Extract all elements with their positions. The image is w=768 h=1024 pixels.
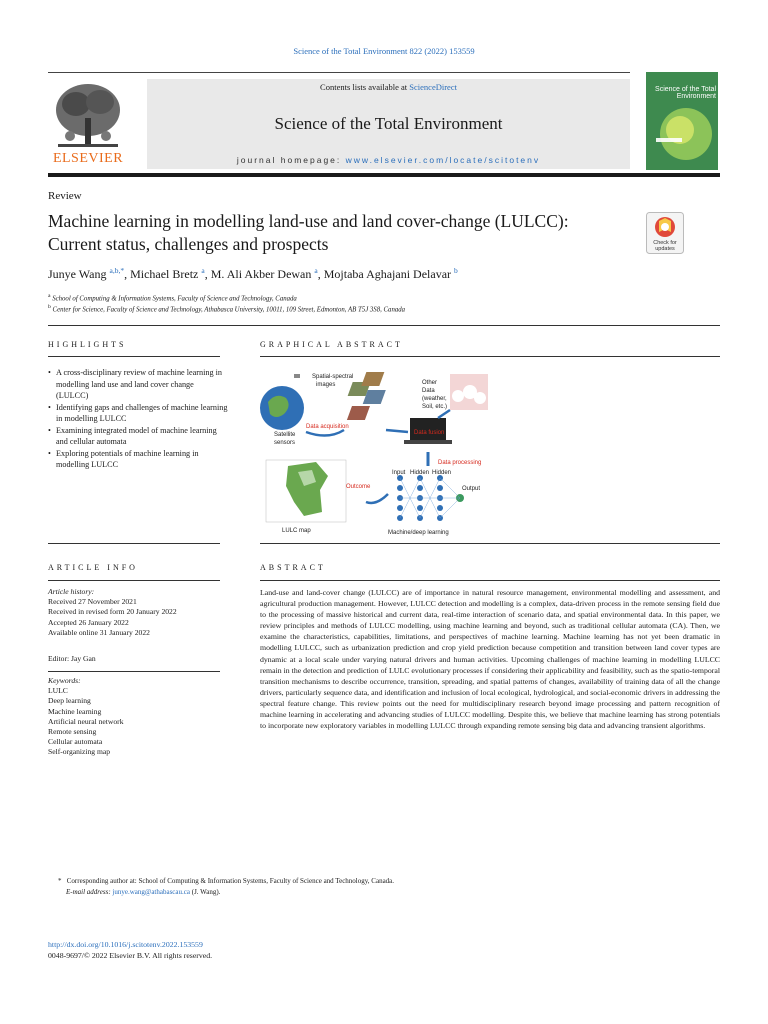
highlight-item: • A cross-disciplinary review of machine learning in modelling land use and land cover change (LULCC) [48, 367, 228, 402]
keyword: Machine learning [48, 706, 102, 716]
neural-network-icon [397, 475, 464, 521]
highlights-heading: HIGHLIGHTS [48, 340, 127, 349]
email-label: E-mail address: [66, 888, 111, 896]
lulc-map-icon [266, 460, 346, 522]
divider [48, 671, 220, 672]
satellite-icon [294, 374, 300, 378]
elsevier-wordmark: ELSEVIER [52, 151, 124, 166]
article-info-heading: ARTICLE INFO [48, 563, 138, 572]
keyword: Self-organizing map [48, 747, 111, 757]
author-name[interactable]: Michael Bretz [130, 267, 199, 281]
affil-text: School of Computing & Information Systems, Faculty of Science and Technology, Canada [52, 295, 297, 303]
header-thick-rule [48, 173, 720, 177]
check-updates-label: Check for updates [653, 240, 677, 252]
footnote-marker: * [58, 877, 62, 885]
author-name[interactable]: Junye Wang [48, 267, 107, 281]
email-link[interactable]: junye.wang@athabascau.ca [112, 888, 190, 896]
sciencedirect-link[interactable]: ScienceDirect [409, 82, 457, 92]
keyword: Cellular automata [48, 737, 103, 747]
history-item: Received 27 November 2021 [48, 597, 137, 607]
corresponding-author-footnote [58, 876, 658, 898]
doi-block [48, 939, 212, 961]
author-affil-sup[interactable]: b [454, 266, 458, 275]
affiliation-a [48, 293, 297, 302]
ga-label: LULC map [282, 528, 311, 534]
graphical-abstract-heading: GRAPHICAL ABSTRACT [260, 340, 403, 349]
ga-label: Soil, etc.) [422, 404, 448, 410]
journal-homepage [147, 155, 630, 165]
divider [48, 356, 220, 357]
affil-sup: b [48, 304, 51, 310]
article-history [48, 587, 228, 638]
contents-line [147, 82, 630, 92]
copyright: 0048-9697/© 2022 Elsevier B.V. All rights reserved. [48, 951, 213, 960]
author-name[interactable]: M. Ali Akber Dewan [210, 267, 312, 281]
editor-line: Editor: Jay Gan [48, 654, 96, 663]
check-for-updates-button[interactable] [646, 212, 684, 254]
author-affil-sup[interactable]: a [314, 266, 318, 275]
doi-link[interactable]: http://dx.doi.org/10.1016/j.scitotenv.2022.153559 [48, 940, 203, 949]
affil-text: Center for Science, Faculty of Science and Technology, Athabasca University, 10011, 109 Street, Edmonton, AB T5J 3S8, Canada [52, 306, 406, 314]
ga-label: Machine/deep learning [388, 530, 449, 536]
ga-label: Hidden [432, 470, 452, 476]
journal-title: Science of the Total Environment [274, 114, 503, 133]
history-item: Received in revised form 20 January 2022 [48, 607, 177, 617]
ga-label-red: Outcome [346, 484, 371, 490]
author-name[interactable]: Mojtaba Aghajani Delavar [323, 267, 452, 281]
ga-label: (weather, [422, 396, 447, 402]
ga-label: Spatial-spectral [312, 374, 354, 380]
ga-label: sensors [274, 440, 296, 446]
ga-label: Other [422, 380, 438, 386]
email-suffix: (J. Wang). [189, 888, 221, 896]
highlight-item: • Identifying gaps and challenges of machine learning in modelling LULCC [48, 402, 228, 425]
history-item: Accepted 26 January 2022 [48, 617, 129, 627]
ga-label: Satellite [274, 432, 296, 438]
author-affil-sup[interactable]: a,b,* [109, 266, 125, 275]
article-title: Machine learning in modelling land-use and land cover-change (LULCC): Current status, challenges and prospects [48, 211, 569, 254]
history-label: Article history: [48, 587, 95, 596]
graphical-abstract-figure[interactable] [258, 362, 490, 540]
author-affil-sup[interactable]: a [201, 266, 205, 275]
homepage-prefix: journal homepage: [236, 155, 346, 165]
article-type: Review [48, 190, 82, 202]
ga-label: Input [392, 470, 406, 476]
affiliation-b [48, 304, 405, 313]
divider [48, 325, 720, 326]
author-separator: , [204, 267, 211, 281]
ga-label: images [316, 382, 336, 388]
author-list [48, 266, 458, 282]
highlights-list [48, 367, 228, 471]
abstract-text: Land-use and land-cover change (LULCC) are of importance in natural resource management, environmental modelling and assessment, and agricultural production management. However, LULCC detection and modelling is a complex, data-driven process in the remote sensing field due to the processing of massive historical and current data, real-time interaction of scenario data, and spatial environmental data. In this paper, we review principles and methods of LULCC modelling, using machine learning and beyond, such as traditional cellular automata (CA). Then, we examine the characteristics, capabilities, limitations, and perspectives of machine learning. Machine learning has not yet been dramatic in modelling LULCC, such as urbanization prediction and crop yield prediction because competition and transition between land cover types are dynamic at a local scale under varying natural drivers and human activities. Upcoming challenges of machine learning in modelling LULCC remain in the detection and prediction of LULC evolutionary processes if considering their applicability and feasibility, such as the spatio-temporal transition mechanisms to describe occurrence, transition, spreading, and spatial patterns of changes, availability of training data of all the change drivers, particularly sequence data, and identification and inclusion of local ecological, hydrological, and social-economic drivers in addressing the spectral feature change. This review points out the need for multidisciplinary research beyond image processing and pattern recognition of machine learning in accelerating and advancing studies of LULCC modelling. Despite this, we believe that machine learning has strong potentials to incorporate new exploratory variables in modelling LULCC through expanding remote sensing big data and advancing transient algorithms. [260, 588, 720, 731]
cover-title: Science of the Total Environment [655, 86, 716, 101]
divider [260, 580, 720, 581]
abstract-heading: ABSTRACT [260, 563, 326, 572]
homepage-link[interactable]: www.elsevier.com/locate/scitotenv [345, 155, 541, 165]
keywords-block [48, 676, 228, 758]
keywords-label: Keywords: [48, 676, 81, 685]
divider [48, 543, 220, 544]
ga-label-red: Data processing [438, 460, 482, 466]
history-item: Available online 31 January 2022 [48, 627, 150, 637]
highlight-item: • Examining integrated model of machine learning and cellular automata [48, 425, 228, 448]
journal-cover-image[interactable] [646, 72, 718, 170]
divider [260, 543, 720, 544]
divider [48, 580, 220, 581]
citation-link[interactable]: Science of the Total Environment 822 (2022) 153559 [293, 46, 475, 56]
ga-label: Output [462, 486, 481, 492]
ga-label-red: Data acquisition [306, 424, 349, 430]
keyword: Remote sensing [48, 727, 97, 737]
contents-prefix: Contents lists available at [320, 82, 410, 92]
author-separator: , [317, 267, 324, 281]
affil-sup: a [48, 293, 51, 299]
ga-label: Data [422, 388, 435, 394]
keyword: Deep learning [48, 696, 91, 706]
corresponding-text: Corresponding author at: School of Computing & Information Systems, Faculty of Science and Technology, Canada. [66, 877, 395, 885]
author-separator: , [124, 267, 131, 281]
ga-label-red: Data fusion [414, 430, 445, 436]
keyword: LULC [48, 686, 68, 696]
keyword: Artificial neural network [48, 716, 124, 726]
highlight-item: • Exploring potentials of machine learning in modelling LULCC [48, 448, 228, 471]
divider [260, 356, 720, 357]
header-rule [48, 72, 630, 73]
ga-label: Hidden [410, 470, 430, 476]
arrow-icon [306, 430, 344, 436]
